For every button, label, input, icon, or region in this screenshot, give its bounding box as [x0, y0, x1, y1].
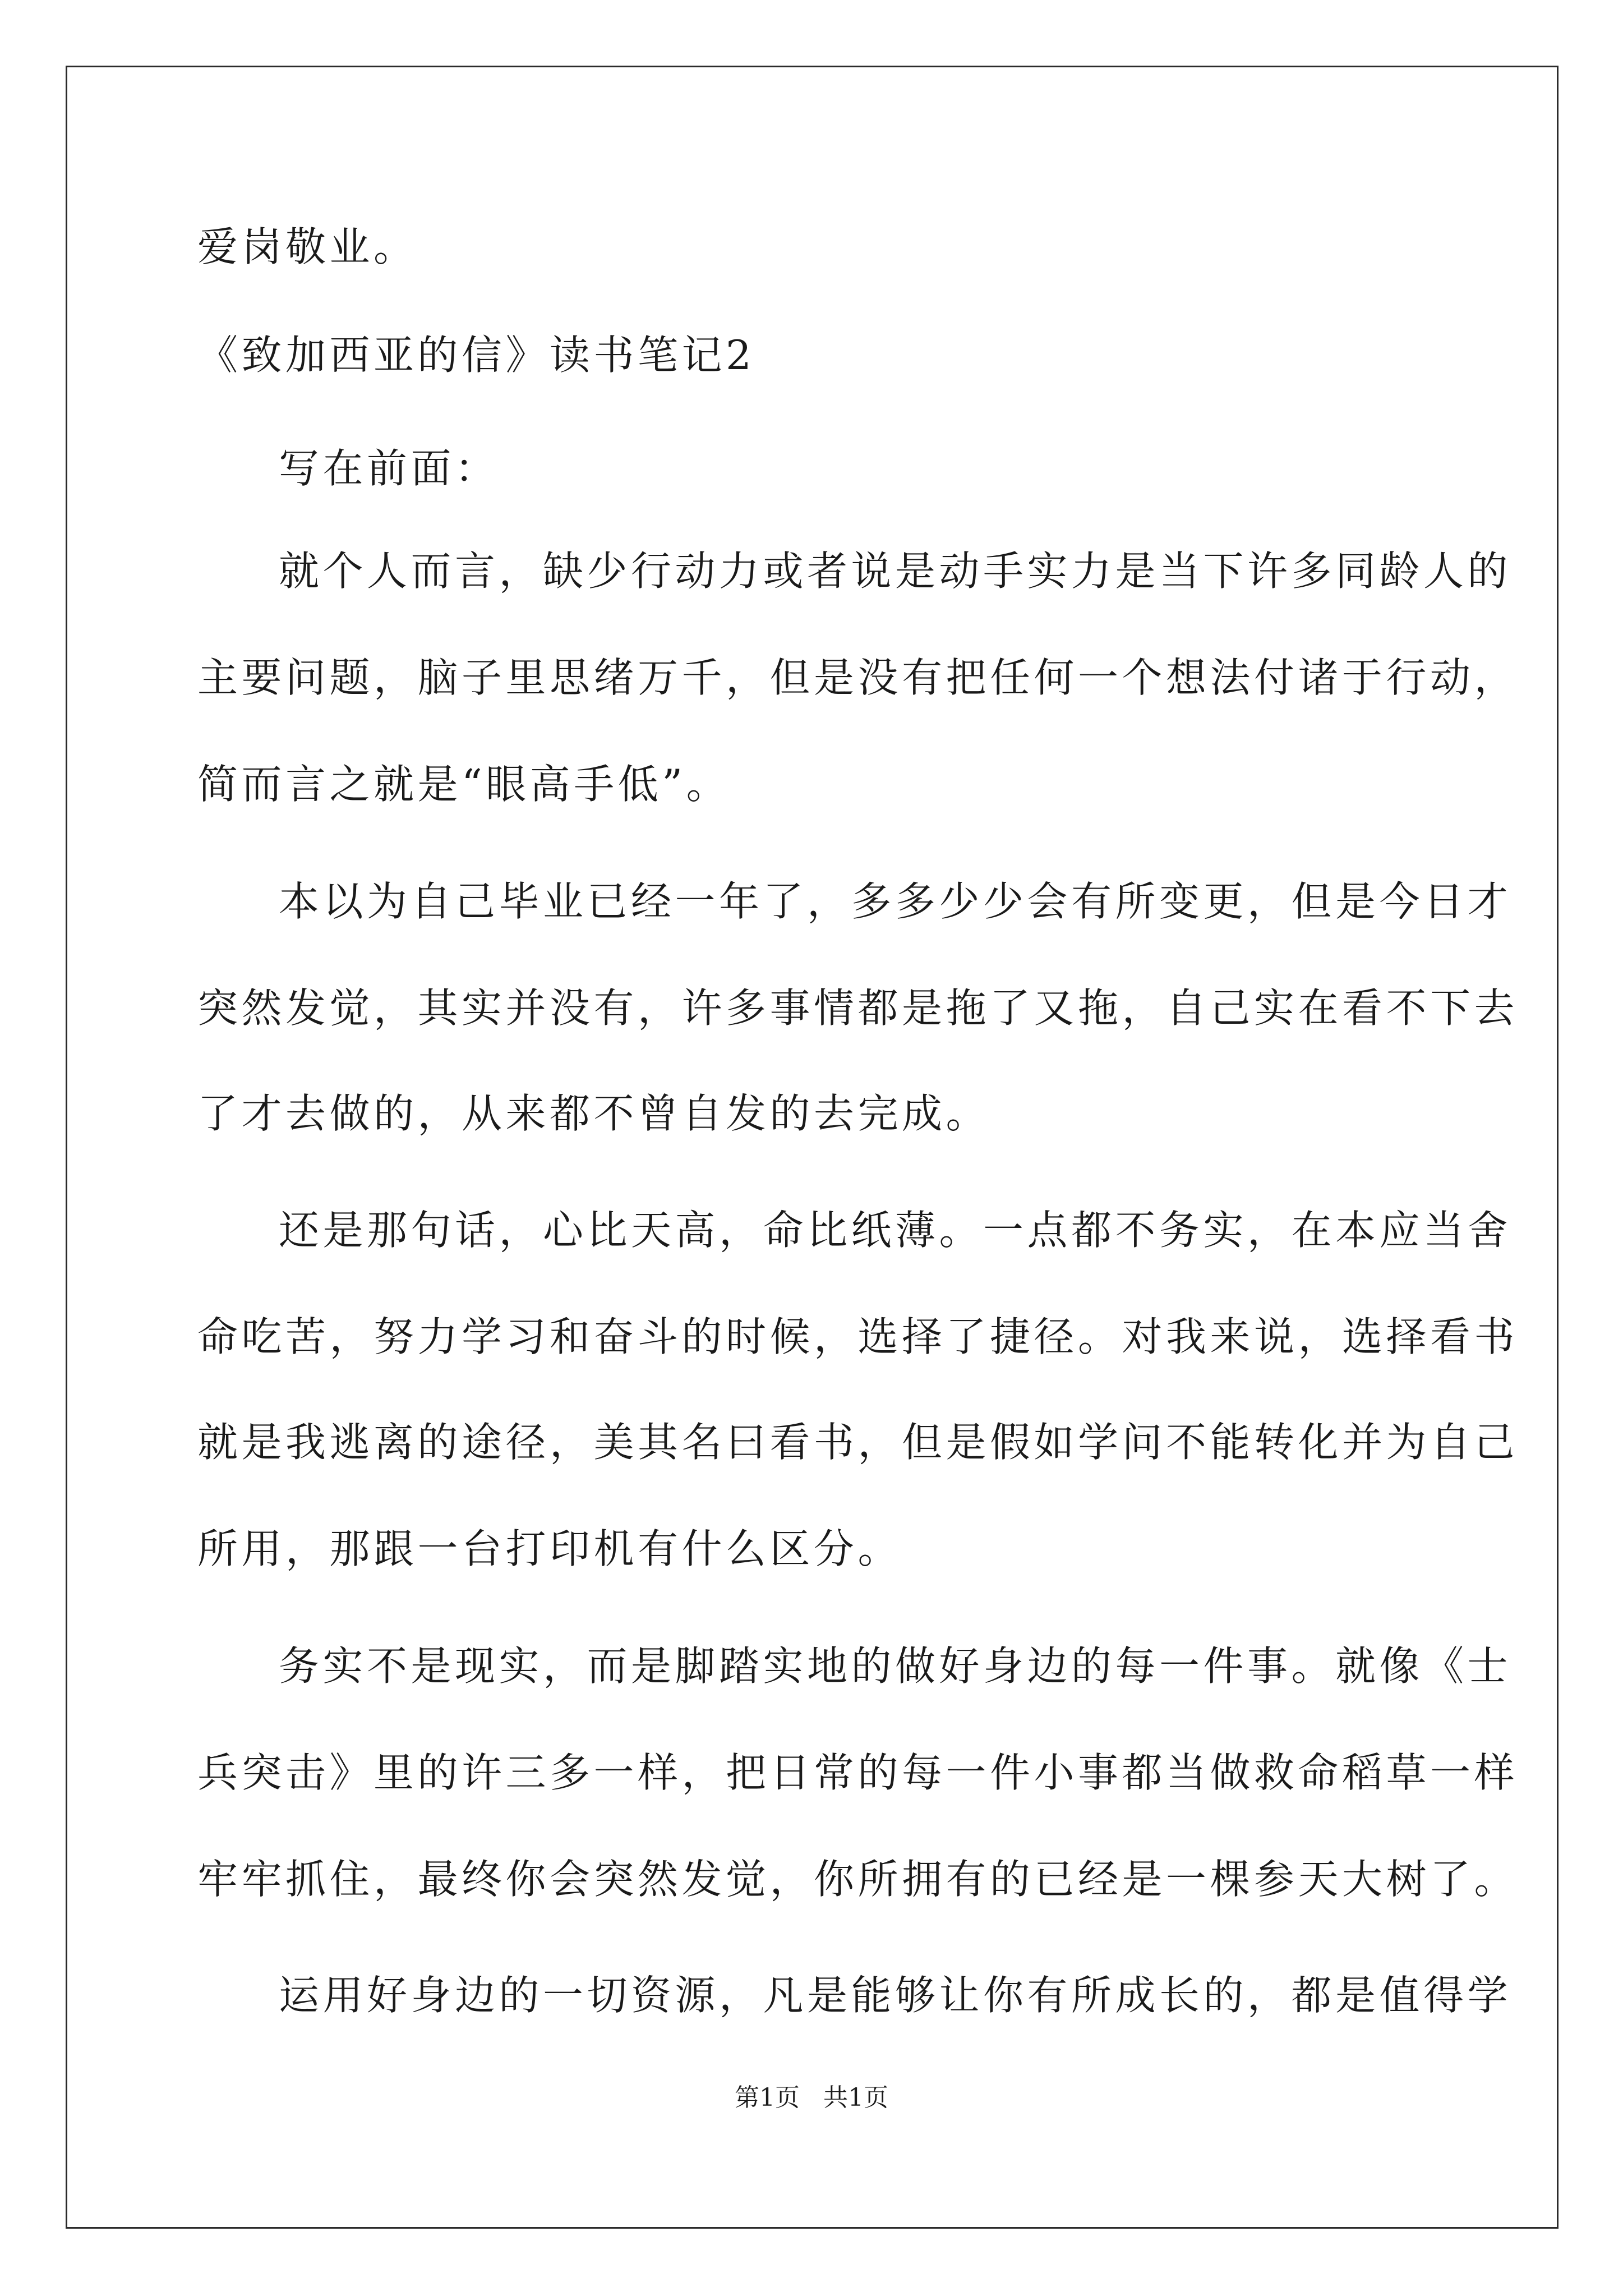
paragraph-line: 突然发觉，其实并没有，许多事情都是拖了又拖，自己实在看不下去	[197, 984, 1519, 1032]
paragraph-line: 了才去做的，从来都不曾自发的去完成。	[197, 1090, 990, 1137]
paragraph-line: 就个人而言，缺少行动力或者说是动手实力是当下许多同龄人的	[279, 547, 1512, 595]
paragraph-line: 运用好身边的一切资源，凡是能够让你有所成长的，都是值得学	[279, 1972, 1512, 2019]
paragraph-line: 还是那句话，心比天高，命比纸薄。一点都不务实，在本应当舍	[279, 1207, 1512, 1254]
paragraph-line: 命吃苦，努力学习和奋斗的时候，选择了捷径。对我来说，选择看书	[197, 1313, 1519, 1360]
paragraph-line: 主要问题，脑子里思绪万千，但是没有把任何一个想法付诸于行动，	[197, 654, 1519, 701]
paragraph-line: 写在前面：	[279, 445, 499, 492]
paragraph-line: 本以为自己毕业已经一年了，多多少少会有所变更，但是今日才	[279, 878, 1512, 925]
paragraph-line: 兵突击》里的许三多一样，把日常的每一件小事都当做救命稻草一样	[197, 1749, 1519, 1796]
paragraph-line: 牢牢抓住，最终你会突然发觉，你所拥有的已经是一棵参天大树了。	[197, 1856, 1519, 1903]
paragraph-line: 务实不是现实，而是脚踏实地的做好身边的每一件事。就像《士	[279, 1642, 1512, 1690]
paragraph-line: 所用，那跟一台打印机有什么区分。	[197, 1525, 902, 1572]
paragraph-line: 爱岗敬业。	[197, 223, 418, 270]
section-heading: 《致加西亚的信》读书笔记2	[197, 332, 755, 379]
paragraph-line: 简而言之就是“眼高手低”。	[197, 761, 731, 808]
paragraph-line: 就是我逃离的途径，美其名曰看书，但是假如学问不能转化并为自己	[197, 1419, 1519, 1466]
page-footer: 第1页 共1页	[735, 2083, 888, 2112]
